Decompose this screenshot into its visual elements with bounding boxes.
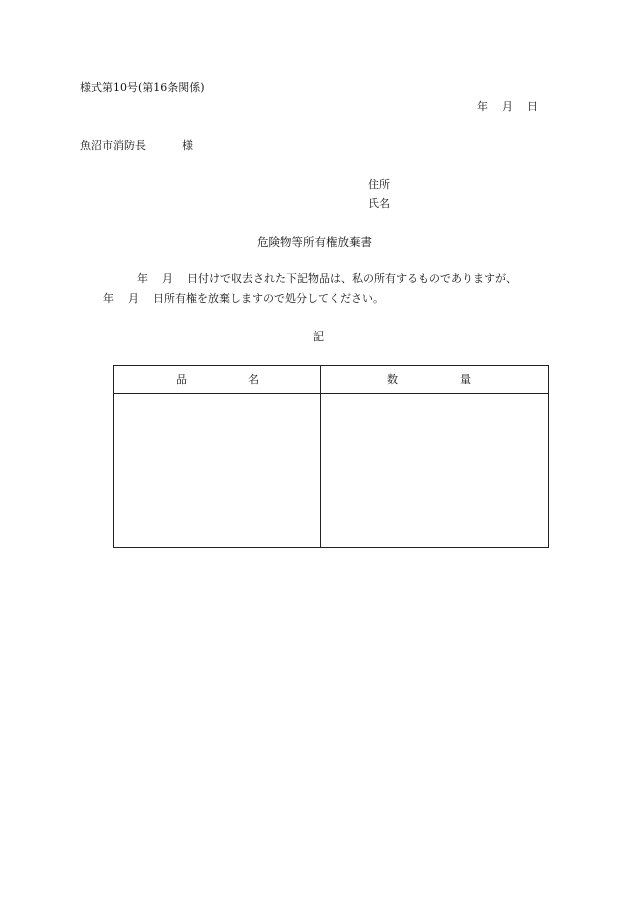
body-line-1-year: 年 [137, 272, 148, 285]
date-line [477, 100, 538, 114]
date-day: 日 [527, 100, 538, 113]
honorific: 様 [182, 139, 193, 152]
name-label: 氏名 [368, 197, 390, 210]
item-header-char-1: 品 [176, 373, 187, 386]
items-table [113, 365, 549, 548]
date-month: 月 [502, 100, 513, 113]
body-line-1 [137, 272, 517, 286]
ki-label: 記 [313, 330, 324, 343]
body-line-2-year: 年 [103, 292, 114, 305]
item-header-char-2: 名 [248, 373, 259, 386]
quantity-header-char-1: 数 [387, 373, 398, 386]
address-label: 住所 [368, 178, 390, 191]
quantity-header-char-2: 量 [460, 373, 471, 386]
date-year: 年 [477, 100, 488, 113]
addressee-name: 魚沼市消防長 [80, 139, 146, 152]
body-line-2-text: 日所有権を放棄しますので処分してください。 [153, 292, 384, 305]
body-line-2-month: 月 [128, 292, 139, 305]
form-number: 様式第10号(第16条関係) [80, 81, 205, 94]
addressee [80, 139, 193, 153]
table-header-divider [114, 393, 548, 394]
body-line-2 [103, 292, 384, 306]
document-title: 危険物等所有権放棄書 [257, 235, 372, 249]
body-line-1-month: 月 [162, 272, 173, 285]
body-line-1-text: 日付けで収去された下記物品は、私の所有するものでありますが、 [187, 272, 517, 285]
